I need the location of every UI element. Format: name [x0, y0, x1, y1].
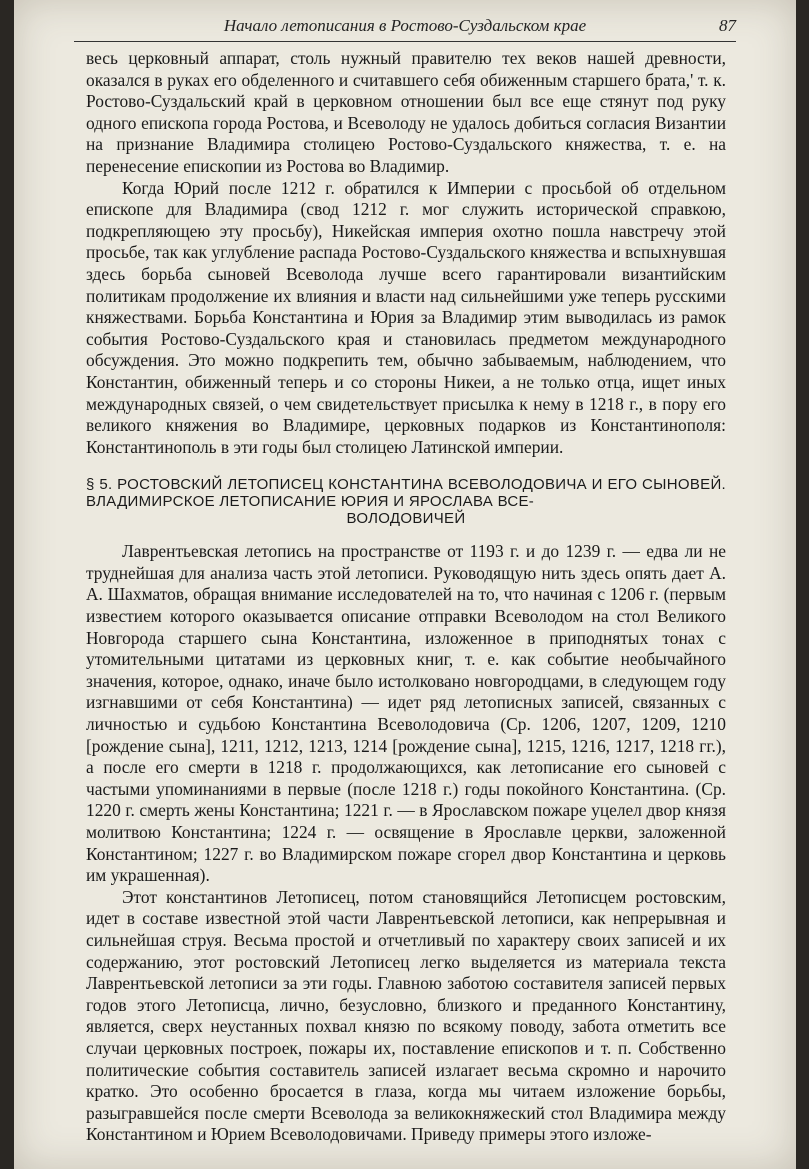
header-rule	[74, 41, 736, 42]
section-heading	[86, 476, 726, 527]
page-number: 87	[719, 16, 736, 35]
section-heading-main: § 5. РОСТОВСКИЙ ЛЕТОПИСЕЦ КОНСТАНТИНА ВСЕВОЛОДОВИЧА И ЕГО СЫНОВЕЙ. ВЛАДИМИРСКОЕ ЛЕТОПИСАНИЕ ЮРИЯ И ЯРОСЛАВА ВСЕ-	[86, 476, 726, 511]
paragraph: Когда Юрий после 1212 г. обратился к Империи с просьбой об отдельном епископе для Владимира (свод 1212 г. мог служить исторической справкою, подкрепляющею эту просьбу), Никейская империя охотно пошла навстречу этой просьбе, так как углубление распада Ростово-Суздальского княжества и вспыхнувшая здесь борьба сыновей Всеволода лучше всего гарантировали византийским политикам продолжение их влияния и власти над сильнейшими уже теперь русскими княжествами. Борьба Константина и Юрия за Владимир этим выводилась из рамок события Ростово-Суздальского края и становилась предметом международного обсуждения. Это можно подкрепить тем, обычно забываемым, наблюдением, что Константин, обиженный теперь и со стороны Никеи, а не только отца, ищет иных международных связей, о чем свидетельствует присылка к нему в 1218 г., в пору его великого княжения во Владимире, церковных подарков из Константинополя: Константинополь в эти годы был столицею Латинской империи.	[86, 177, 726, 457]
page-body	[86, 48, 726, 1146]
paragraph-continued: весь церковный аппарат, столь нужный правителю тех веков нашей древности, оказался в руках его обделенного и считавшего себя обиженным старшего брата,' т. к. Ростово-Суздальский край в церковном отношении был все еще стянут под руку одного епископа города Ростова, и Всеволоду не удалось добиться согласия Византии на признание Владимира столицею Ростово-Суздальского княжества, т. е. на перенесение епископии из Ростова во Владимир.	[86, 48, 726, 176]
paragraph: Этот константинов Летописец, потом становящийся Летописцем ростовским, идет в составе известной этой части Лаврентьевской летописи, как непрерывная и сильнейшая струя. Весьма простой и отчетливый по характеру своих записей и их содержанию, этот ростовский Летописец легко выделяется из материала текста Лаврентьевской летописи за эти годы. Главною заботою составителя записей первых годов этого Летописца, лично, безусловно, близкого и преданного Константину, является, сверх неустанных похвал князю по всякому поводу, забота отметить все случаи церковных построек, пожары их, поставление епископов и т. п. Собственно политические события составитель записей излагает весьма скромно и нарочито кратко. Это особенно бросается в глаза, когда мы читаем изложение борьбы, разыгравшейся после смерти Всеволода за великокняжеский стол Владимира между Константином и Юрием Всеволодовичами. Приведу примеры этого изложе-	[86, 886, 726, 1145]
paragraph: Лаврентьевская летопись на пространстве от 1193 г. и до 1239 г. — едва ли не труднейшая для анализа часть этой летописи. Руководящую нить здесь опять дает А. А. Шахматов, обращая внимание исследователей на то, что начиная с 1206 г. (первым известием которого оказывается описание отправки Всеволодом на стол Великого Новгорода старшего сына Константина, изложенное в приподнятых тонах с утомительными цитатами из церковных книг, т. е. как событие необычайного значения, которое, однако, иначе было истолковано новгородцами, в следующем году изгнавшими от себя Константина) — идет ряд летописных записей, связанных с личностью и судьбою Константина Всеволодовича (Ср. 1206, 1207, 1209, 1210 [рождение сына], 1211, 1212, 1213, 1214 [рождение сына], 1215, 1216, 1217, 1218 гг.), а после его смерти в 1218 г. продолжающихся, как летописание его сыновей с частыми упоминаниями в первые (после 1218 г.) годы покойного Константина. (Ср. 1220 г. смерть жены Константина; 1221 г. — в Ярославском пожаре уцелел двор князя молитвою Константина; 1224 г. — освящение в Ярославле церкви, заложенной Константином; 1227 г. во Владимирском пожаре сгорел двор Константина и церковь им украшенная).	[86, 541, 726, 886]
running-head	[74, 16, 736, 36]
book-page	[14, 0, 796, 1169]
section-heading-last-line: ВОЛОДОВИЧЕЙ	[346, 510, 466, 528]
running-head-title: Начало летописания в Ростово-Суздальском крае	[223, 16, 587, 35]
